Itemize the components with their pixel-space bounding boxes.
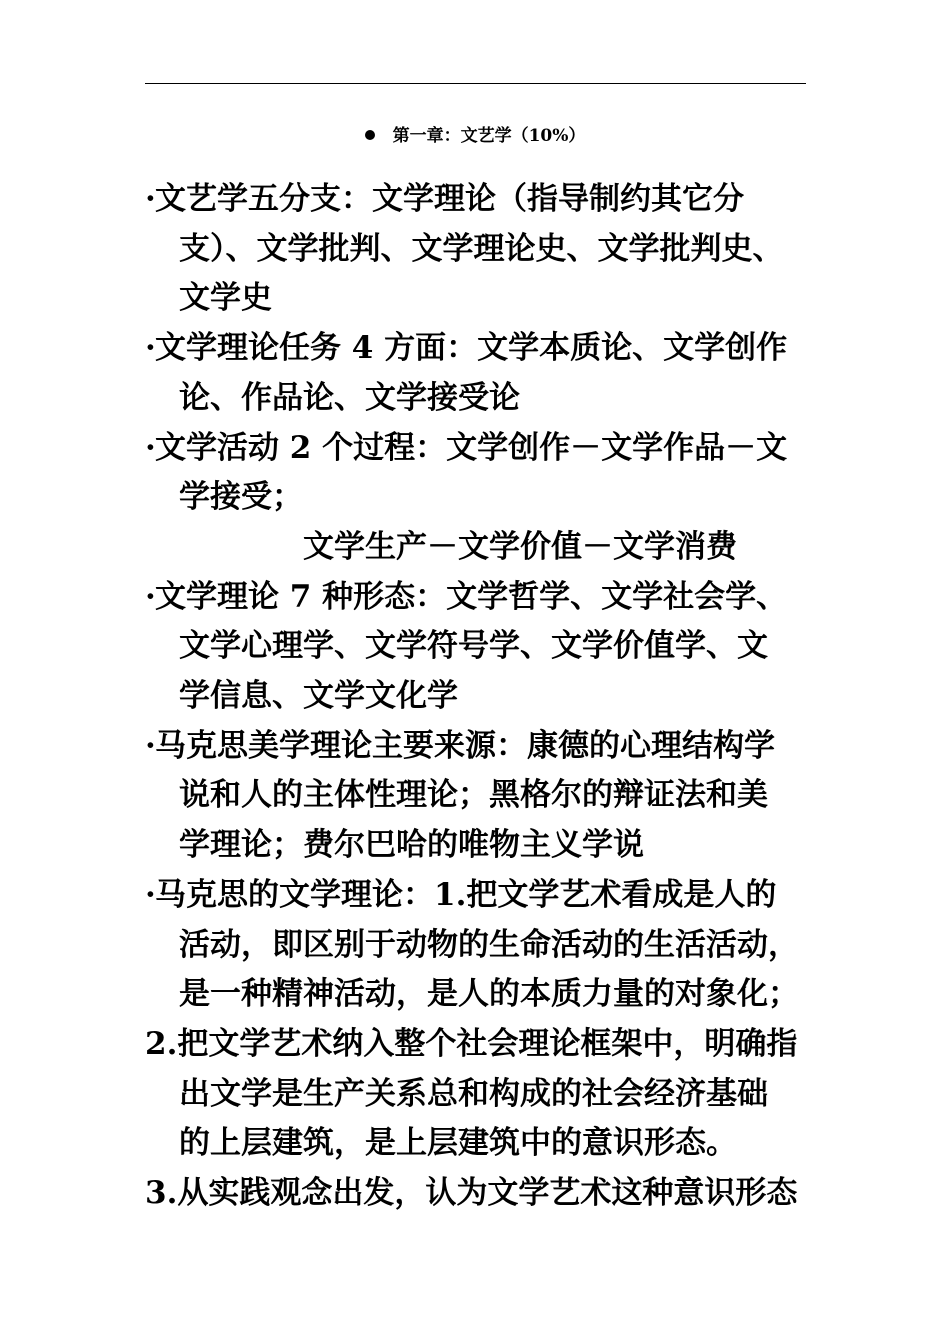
bullet-icon [365, 130, 375, 140]
paragraph-line: 2.把文学艺术纳入整个社会理论框架中，明确指 [145, 1025, 798, 1062]
paragraph-line: 论、作品论、文学接受论 [179, 379, 520, 416]
paragraph-line: 文学理论任务 4 方面：文学本质论、文学创作 [155, 330, 788, 367]
paragraph-line: 支）、文学批判、文学理论史、文学批判史、 [179, 230, 784, 267]
paragraph-line: 出文学是生产关系总和构成的社会经济基础 [179, 1075, 768, 1112]
paragraph-processes [145, 424, 815, 523]
body-text [145, 175, 815, 1219]
chapter-title: 第一章：文艺学（10%） [392, 126, 586, 146]
paragraph-branches [145, 175, 815, 324]
paragraph-line: 学理论；费尔巴哈的唯物主义学说 [179, 827, 644, 864]
header-rule [145, 83, 806, 84]
paragraph-line: 马克思美学理论主要来源：康德的心理结构学 [155, 727, 775, 764]
paragraph-tasks [145, 324, 815, 423]
paragraph-line: 文学史 [179, 280, 272, 317]
paragraph-line: 说和人的主体性理论；黑格尔的辩证法和美 [179, 777, 768, 814]
paragraph-line: 3.从实践观念出发，认为文学艺术这种意识形态 [145, 1175, 798, 1212]
paragraph-line: 文学心理学、文学符号学、文学价值学、文 [179, 628, 768, 665]
paragraph-forms [145, 573, 815, 722]
list-bullet: · [145, 727, 156, 764]
paragraph-production-chain [145, 523, 815, 573]
paragraph-line: 的上层建筑，是上层建筑中的意识形态。 [179, 1125, 737, 1162]
paragraph-line: 是一种精神活动，是人的本质力量的对象化； [179, 976, 799, 1013]
paragraph-line: 学信息、文学文化学 [179, 678, 458, 715]
paragraph-line: 文学活动 2 个过程：文学创作－文学作品－文 [155, 429, 788, 466]
paragraph-marx-theory [145, 871, 815, 1020]
paragraph-line: 文艺学五分支：文学理论（指导制约其它分 [155, 181, 744, 217]
paragraph-line: 文学理论 7 种形态：文学哲学、文学社会学、 [155, 578, 788, 615]
paragraph-line: 活动，即区别于动物的生命活动的生活活动， [179, 926, 799, 963]
list-bullet: · [145, 330, 156, 367]
paragraph-point-3 [145, 1169, 815, 1219]
paragraph-point-2 [145, 1020, 815, 1169]
paragraph-line: 学接受； [179, 479, 303, 516]
paragraph-sources [145, 722, 815, 871]
paragraph-line: 马克思的文学理论：1.把文学艺术看成是人的 [155, 876, 777, 913]
list-bullet: · [145, 181, 156, 217]
paragraph-line: 文学生产－文学价值－文学消费 [303, 528, 737, 565]
list-bullet: · [145, 578, 156, 615]
list-bullet: · [145, 429, 156, 466]
chapter-heading [0, 124, 950, 148]
list-bullet: · [145, 876, 156, 913]
